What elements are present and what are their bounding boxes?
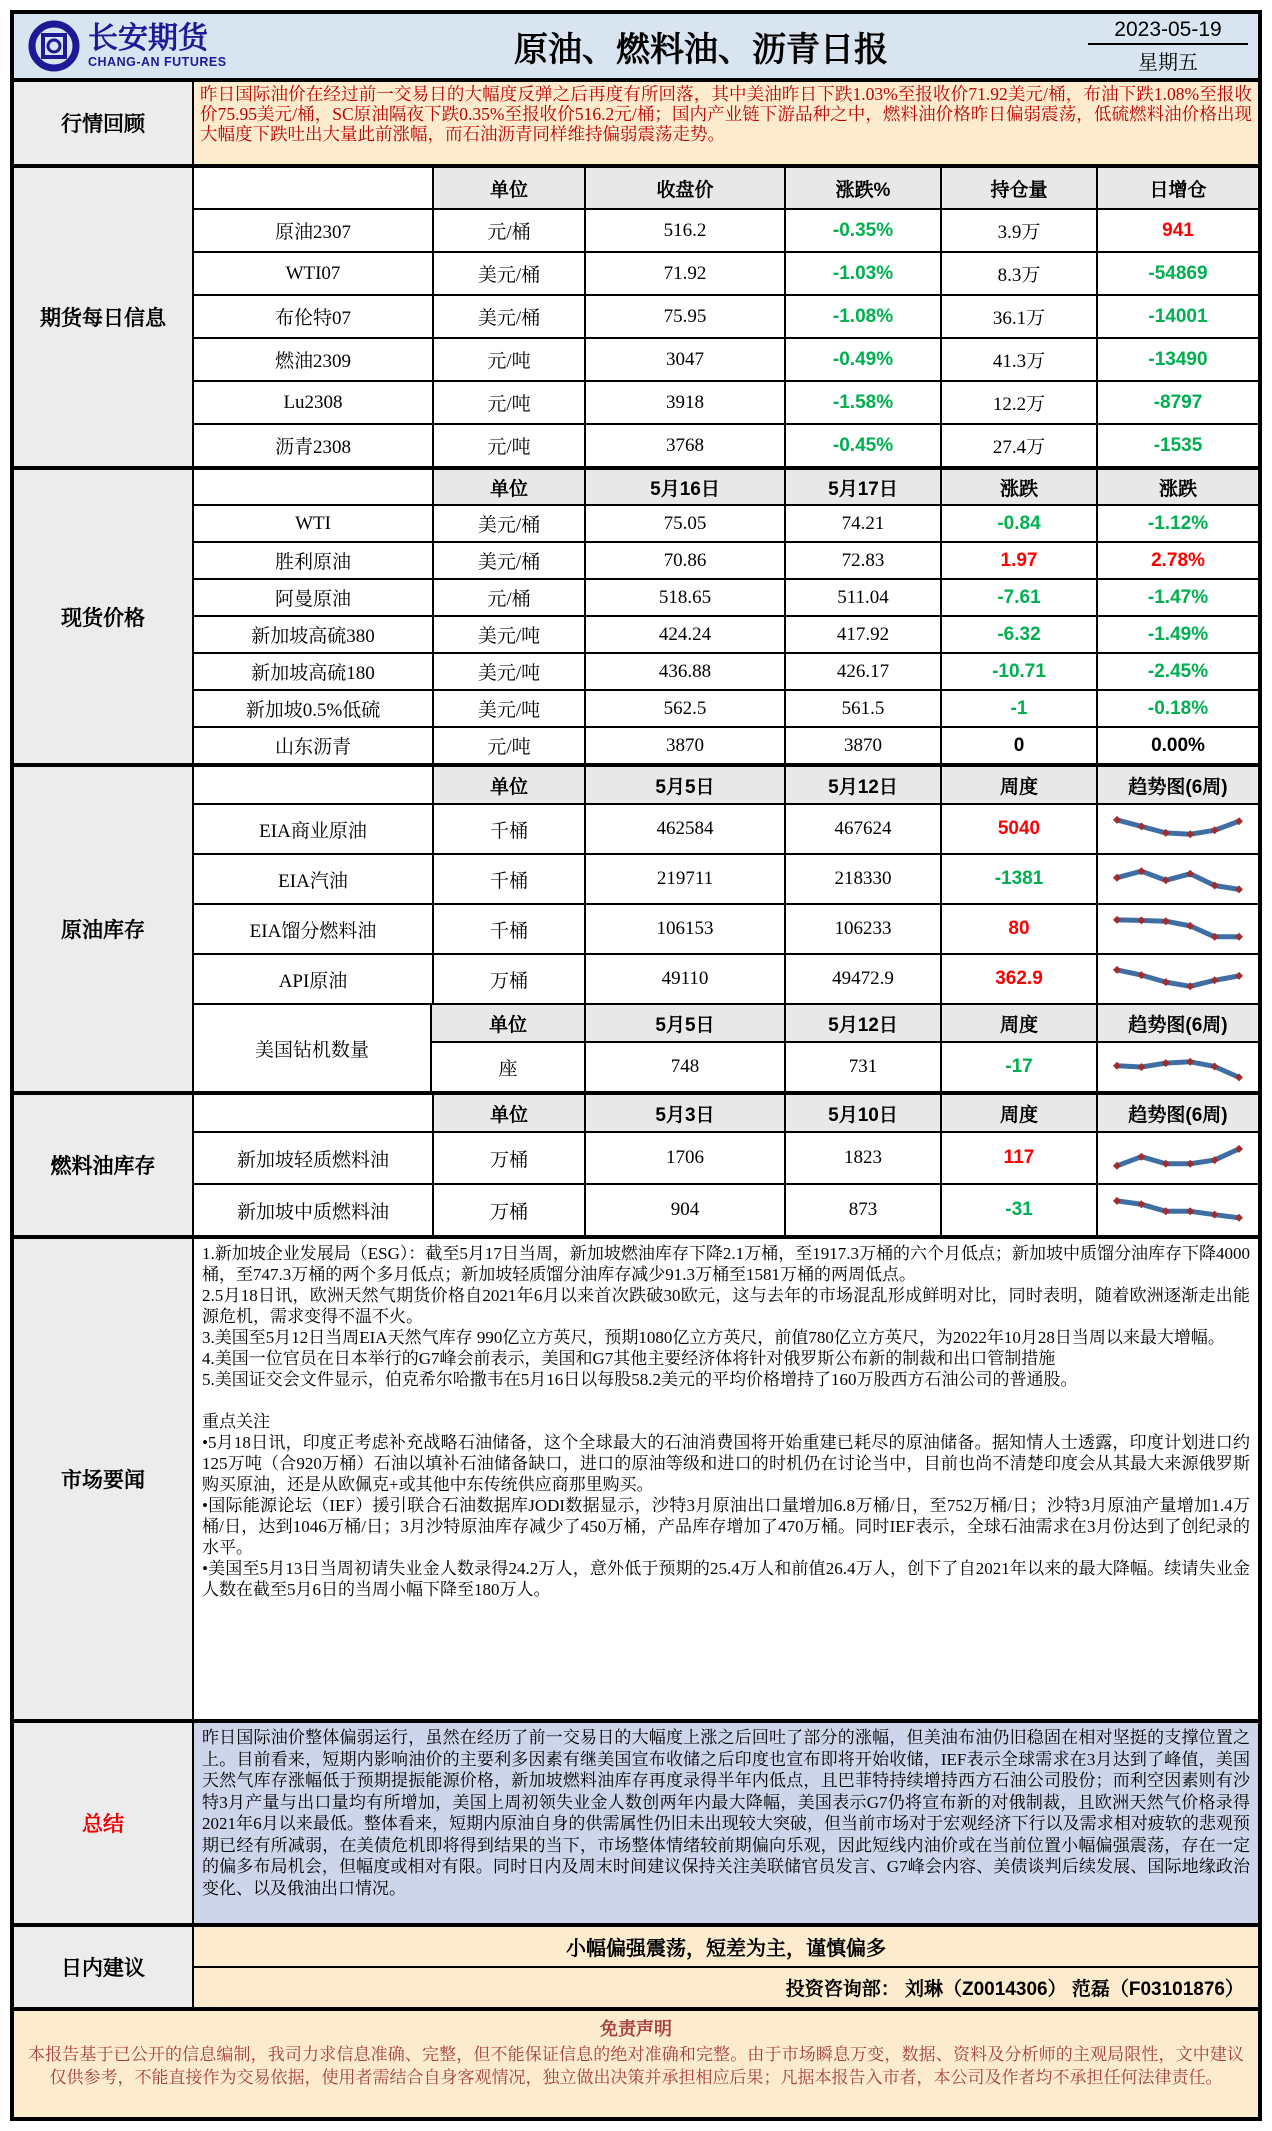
header-unit: 单位	[432, 767, 584, 803]
unit-value: 美元/吨	[432, 654, 584, 689]
fuel-header-row	[194, 1095, 1258, 1131]
unit-value: 美元/桶	[432, 253, 584, 294]
section-intraday-advice	[14, 1923, 1258, 2007]
company-name-cn: 长安期货	[88, 21, 208, 55]
report-title: 原油、燃料油、沥青日报	[514, 30, 888, 69]
date1-value: 436.88	[584, 654, 784, 689]
date2-value: 74.21	[784, 506, 940, 541]
open-interest-value: 12.2万	[940, 382, 1096, 423]
header-close: 收盘价	[584, 168, 784, 208]
date2-value: 218330	[784, 855, 940, 903]
open-interest-value: 3.9万	[940, 210, 1096, 251]
focus-paragraph: •国际能源论坛（IEF）援引联合石油数据库JODI数据显示，沙特3月原油出口量增加6.8万桶/日，至752万桶/日；沙特3月原油产量增加1.4万桶/日，达到1046万桶/日；3月沙特原油库存减少了450万桶，产品库存增加了470万桶。同时IEF表示，全球石油需求在3月份达到了创纪录的水平。	[202, 1496, 1250, 1557]
header-unit: 单位	[432, 168, 584, 208]
section-disclaimer	[14, 2007, 1258, 2117]
change-pct-value: -2.45%	[1096, 654, 1258, 689]
date2-value: 467624	[784, 805, 940, 853]
trend-sparkline	[1096, 805, 1258, 853]
section-market-news	[14, 1235, 1258, 1719]
spot-row	[194, 726, 1258, 763]
weekly-change-value: -17	[940, 1043, 1096, 1091]
date1-value: 3870	[584, 728, 784, 763]
date1-value: 562.5	[584, 691, 784, 726]
spot-row	[194, 578, 1258, 615]
section-label-review: 行情回顾	[14, 82, 194, 164]
change-pct-value: -1.49%	[1096, 617, 1258, 652]
change-value: -10.71	[940, 654, 1096, 689]
unit-value: 万桶	[432, 1185, 584, 1235]
close-value: 516.2	[584, 210, 784, 251]
date1-value: 1706	[584, 1133, 784, 1183]
instrument-name: Lu2308	[283, 391, 343, 413]
date2-value: 426.17	[784, 654, 940, 689]
report-date-block	[1088, 18, 1258, 75]
section-label-advice: 日内建议	[14, 1927, 194, 2007]
trend-sparkline	[1096, 905, 1258, 953]
header-trend: 趋势图(6周)	[1096, 1095, 1258, 1131]
header-change-pct: 涨跌	[1096, 470, 1258, 504]
unit-value: 万桶	[432, 955, 584, 1003]
futures-row	[194, 380, 1258, 423]
rig-count-block	[194, 1003, 1258, 1091]
trend-sparkline	[1096, 1043, 1258, 1091]
section-market-review	[14, 78, 1258, 164]
weekly-change-value: 117	[940, 1133, 1096, 1183]
change-value: -7.61	[940, 580, 1096, 615]
news-paragraph: 1.新加坡企业发展局（ESG）：截至5月17日当周，新加坡燃油库存下降2.1万桶，至1917.3万桶的六个月低点；新加坡中质馏分油库存下降4000桶，至747.3万桶的两个多月低点；新加坡轻质馏分油库存减少91.3万桶至1581万桶的两周低点。	[202, 1244, 1250, 1284]
rig-count-name: 美国钻机数量	[194, 1005, 432, 1091]
news-paragraph: 2.5月18日讯，欧洲天然气期货价格自2021年6月以来首次跌破30欧元，这与去年的市场混乱形成鲜明对比，同时表明，随着欧洲逐渐走出能源危机，需求变得不温不火。	[202, 1286, 1250, 1326]
trend-sparkline	[1096, 1185, 1258, 1235]
trend-sparkline	[1096, 955, 1258, 1003]
section-label-summary: 总结	[14, 1723, 194, 1923]
header-unit: 单位	[432, 470, 584, 504]
header-change: 涨跌	[940, 470, 1096, 504]
series-name: EIA汽油	[278, 870, 348, 892]
header-weekly: 周度	[940, 1005, 1096, 1041]
product-name: 山东沥青	[274, 737, 351, 758]
weekly-change-value: 80	[940, 905, 1096, 953]
focus-paragraph: •美国至5月13日当周初请失业金人数录得24.2万人，意外低于预期的25.4万人和前值26.4万人，创下了自2021年以来的最大降幅。续请失业金人数在截至5月6日的当周小幅下降至180万人。	[202, 1559, 1250, 1599]
oi-change-value: -54869	[1096, 253, 1258, 294]
product-name: 新加坡0.5%低硫	[245, 700, 381, 721]
date2-value: 106233	[784, 905, 940, 953]
unit-value: 元/吨	[432, 339, 584, 380]
date1-value: 219711	[584, 855, 784, 903]
futures-table	[194, 168, 1258, 466]
series-name: EIA商业原油	[259, 820, 367, 842]
inventory-row	[194, 1183, 1258, 1235]
section-futures-daily	[14, 164, 1258, 466]
header-weekly: 周度	[940, 767, 1096, 803]
date2-value: 49472.9	[784, 955, 940, 1003]
futures-rows	[194, 208, 1258, 466]
focus-title: 重点关注	[202, 1412, 270, 1431]
changan-coin-emblem-icon	[28, 20, 80, 72]
change-value: -1	[940, 691, 1096, 726]
weekly-change-value: 5040	[940, 805, 1096, 853]
spot-row	[194, 615, 1258, 652]
change-pct-value: -1.47%	[1096, 580, 1258, 615]
weekly-change-value: -31	[940, 1185, 1096, 1235]
spot-row	[194, 504, 1258, 541]
header-date1: 5月5日	[584, 767, 784, 803]
summary-text: 昨日国际油价整体偏弱运行，虽然在经历了前一交易日的大幅度上涨之后回吐了部分的涨幅，但美油布油仍旧稳固在相对坚挺的支撑位置之上。目前看来，短期内影响油价的主要利多因素有继美国宣布收储之后印度也宣布即将开始收储，IEF表示全球需求在3月达到了峰值，美国天然气库存涨幅低于预期提振能源价格，新加坡燃料油库存再度录得半年内低点，且巴菲特持续增持西方石油公司股份；而利空因素则有沙特3月产量与出口量均有所增加，美国上周初领失业金人数创两年内最大降幅，美国表示G7仍将宣布新的对俄制裁，且欧洲天然气价格录得2021年6月以来最低。整体看来，短期内原油自身的供需属性仍旧未出现较大突破，但当前市场对于宏观经济下行以及需求相对疲软的悲观预期已经有所减弱，在美债危机即将得到结果的当下，市场整体情绪较前期偏向乐观，因此短线内油价或在当前位置小幅偏强震荡，存在一定的偏多布局机会，但幅度或相对有限。同时日内及周末时间建议保持关注美联储官员发言、G7峰会内容、美债谈判后续发展、国际地缘政治变化、以及俄油出口情况。	[194, 1723, 1258, 1923]
date1-value: 106153	[584, 905, 784, 953]
unit-value: 美元/桶	[432, 506, 584, 541]
header-weekly: 周度	[940, 1095, 1096, 1131]
spot-rows	[194, 504, 1258, 763]
header-unit: 单位	[432, 1005, 584, 1041]
news-paragraph: 4.美国一位官员在日本举行的G7峰会前表示，美国和G7其他主要经济体将针对俄罗斯公布新的制裁和出口管制措施	[202, 1349, 1056, 1368]
date2-value: 511.04	[784, 580, 940, 615]
fuel-inventory-table	[194, 1095, 1258, 1235]
close-value: 75.95	[584, 296, 784, 337]
instrument-name: WTI07	[285, 262, 341, 284]
close-value: 3047	[584, 339, 784, 380]
report-weekday: 星期五	[1138, 51, 1198, 74]
header-unit: 单位	[432, 1095, 584, 1131]
close-value: 71.92	[584, 253, 784, 294]
rig-data-row	[432, 1041, 1258, 1091]
spot-row	[194, 652, 1258, 689]
crude-header-row	[194, 767, 1258, 803]
unit-value: 元/吨	[432, 728, 584, 763]
section-label-futures: 期货每日信息	[14, 168, 194, 466]
date2-value: 873	[784, 1185, 940, 1235]
date1-value: 462584	[584, 805, 784, 853]
market-news-body	[194, 1239, 1258, 1719]
series-name: EIA馏分燃料油	[249, 920, 377, 942]
date2-value: 561.5	[784, 691, 940, 726]
series-name: 新加坡中质燃料油	[236, 1201, 389, 1223]
section-label-crude-inventory: 原油库存	[14, 767, 194, 1091]
company-logo	[14, 20, 314, 72]
header-date2: 5月10日	[784, 1095, 940, 1131]
disclaimer-text: 本报告基于已公开的信息编制，我司力求信息准确、完整，但不能保证信息的绝对准确和完整。由于市场瞬息万变，数据、资料及分析师的主观局限性，文中建议仅供参考，不能直接作为交易依据，使用者需结合自身客观情况，独立做出决策并承担相应后果；凡据本报告入市者，本公司及作者均不承担任何法律责任。	[28, 2045, 1244, 2087]
news-paragraph: 5.美国证交会文件显示，伯克希尔哈撒韦在5月16日以每股58.2美元的平均价格增持了160万股西方石油公司的普通股。	[202, 1370, 1078, 1389]
advice-authors: 投资咨询部： 刘琳（Z0014306） 范磊（F03101876）	[194, 1966, 1258, 2007]
focus-paragraph: •5月18日讯，印度正考虑补充战略石油储备，这个全球最大的石油消费国将开始重建已耗尽的原油储备。据知情人士透露，印度计划进口约125万吨（合920万桶）石油以填补石油储备缺口，进口的原油等级和进口的时机仍在讨论当中，目前也尚不清楚印度会从其最大来源俄罗斯购买原油，还是从欧佩克+或其他中东传统供应商那里购买。	[202, 1433, 1250, 1494]
header-date2: 5月12日	[784, 767, 940, 803]
close-value: 3768	[584, 425, 784, 466]
header-blank	[194, 168, 432, 208]
date2-value: 731	[784, 1043, 940, 1091]
header-blank	[194, 470, 432, 504]
unit-value: 万桶	[432, 1133, 584, 1183]
date2-value: 417.92	[784, 617, 940, 652]
oi-change-value: -13490	[1096, 339, 1258, 380]
close-value: 3918	[584, 382, 784, 423]
spot-table	[194, 470, 1258, 763]
date2-value: 3870	[784, 728, 940, 763]
date1-value: 904	[584, 1185, 784, 1235]
product-name: 新加坡高硫380	[251, 626, 375, 647]
instrument-name: 原油2307	[274, 222, 351, 243]
unit-value: 美元/吨	[432, 691, 584, 726]
product-name: 胜利原油	[274, 552, 351, 573]
disclaimer-title: 免责声明	[600, 2019, 672, 2039]
spot-row	[194, 541, 1258, 578]
change-pct-value: -0.35%	[784, 210, 940, 251]
unit-value: 美元/桶	[432, 543, 584, 578]
inventory-row	[194, 1131, 1258, 1183]
spot-row	[194, 689, 1258, 726]
futures-header-row	[194, 168, 1258, 208]
unit-value: 元/桶	[432, 580, 584, 615]
futures-row	[194, 294, 1258, 337]
product-name: 阿曼原油	[274, 589, 351, 610]
product-name: WTI	[295, 512, 331, 534]
date1-value: 518.65	[584, 580, 784, 615]
futures-row	[194, 208, 1258, 251]
section-crude-inventory	[14, 763, 1258, 1091]
market-review-text: 昨日国际油价在经过前一交易日的大幅度反弹之后再度有所回落，其中美油昨日下跌1.03%至报收价71.92美元/桶，布油下跌1.08%至报收价75.95美元/桶，SC原油隔夜下跌0.35%至报收价516.2元/桶；国内产业链下游品种之中，燃料油价格昨日偏弱震荡，低硫燃料油价格出现大幅度下跌吐出大量此前涨幅，而石油沥青同样维持偏弱震荡走势。	[194, 82, 1258, 164]
change-value: -0.84	[940, 506, 1096, 541]
open-interest-value: 36.1万	[940, 296, 1096, 337]
date1-value: 424.24	[584, 617, 784, 652]
news-paragraph: 3.美国至5月12日当周EIA天然气库存 990亿立方英尺，预期1080亿立方英尺，前值780亿立方英尺，为2022年10月28日当周以来最大增幅。	[202, 1328, 1225, 1347]
unit-value: 座	[498, 1058, 518, 1080]
unit-value: 元/吨	[432, 382, 584, 423]
header-blank	[194, 767, 432, 803]
series-name: 新加坡轻质燃料油	[236, 1149, 389, 1171]
trend-sparkline	[1096, 1133, 1258, 1183]
rig-count-right	[432, 1005, 1258, 1091]
report-date: 2023-05-19	[1088, 18, 1248, 45]
oi-change-value: 941	[1096, 210, 1258, 251]
unit-value: 千桶	[432, 855, 584, 903]
change-pct-value: 0.00%	[1096, 728, 1258, 763]
focus-paragraphs	[202, 1432, 1250, 1600]
unit-value: 美元/桶	[432, 296, 584, 337]
fuel-rows	[194, 1131, 1258, 1235]
futures-row	[194, 337, 1258, 380]
rig-header-row	[432, 1005, 1258, 1041]
change-value: 0	[940, 728, 1096, 763]
date1-value: 70.86	[584, 543, 784, 578]
change-pct-value: -1.12%	[1096, 506, 1258, 541]
section-spot-prices	[14, 466, 1258, 763]
open-interest-value: 41.3万	[940, 339, 1096, 380]
unit-value: 元/桶	[432, 210, 584, 251]
date1-value: 49110	[584, 955, 784, 1003]
unit-value: 美元/吨	[432, 617, 584, 652]
change-value: 1.97	[940, 543, 1096, 578]
section-label-fuel-inventory: 燃料油库存	[14, 1095, 194, 1235]
advice-suggestion: 小幅偏强震荡，短差为主，谨慎偏多	[566, 1938, 886, 1960]
header-date1: 5月5日	[584, 1005, 784, 1041]
header-date1: 5月3日	[584, 1095, 784, 1131]
instrument-name: 沥青2308	[274, 437, 351, 458]
oi-change-value: -1535	[1096, 425, 1258, 466]
header-date1: 5月16日	[584, 470, 784, 504]
product-name: 新加坡高硫180	[251, 663, 375, 684]
report-header	[14, 14, 1258, 78]
section-fuel-inventory	[14, 1091, 1258, 1235]
instrument-name: 燃油2309	[274, 351, 351, 372]
weekly-change-value: 362.9	[940, 955, 1096, 1003]
unit-value: 千桶	[432, 805, 584, 853]
header-date2: 5月17日	[784, 470, 940, 504]
section-summary	[14, 1719, 1258, 1923]
change-pct-value: 2.78%	[1096, 543, 1258, 578]
crude-rows	[194, 803, 1258, 1003]
oi-change-value: -14001	[1096, 296, 1258, 337]
header-change-pct: 涨跌%	[784, 168, 940, 208]
date2-value: 72.83	[784, 543, 940, 578]
section-label-spot: 现货价格	[14, 470, 194, 763]
change-pct-value: -0.45%	[784, 425, 940, 466]
inventory-row	[194, 803, 1258, 853]
header-open-interest: 持仓量	[940, 168, 1096, 208]
date2-value: 1823	[784, 1133, 940, 1183]
company-name-block	[88, 21, 227, 69]
change-pct-value: -0.18%	[1096, 691, 1258, 726]
inventory-row	[194, 903, 1258, 953]
spot-header-row	[194, 470, 1258, 504]
futures-row	[194, 251, 1258, 294]
futures-row	[194, 423, 1258, 466]
header-blank	[194, 1095, 432, 1131]
date1-value: 75.05	[584, 506, 784, 541]
series-name: API原油	[278, 970, 348, 992]
unit-value: 元/吨	[432, 425, 584, 466]
unit-value: 千桶	[432, 905, 584, 953]
header-trend: 趋势图(6周)	[1096, 767, 1258, 803]
trend-sparkline	[1096, 855, 1258, 903]
crude-inventory-table	[194, 767, 1258, 1091]
change-pct-value: -0.49%	[784, 339, 940, 380]
advice-body	[194, 1927, 1258, 2007]
change-pct-value: -1.58%	[784, 382, 940, 423]
news-paragraphs	[202, 1243, 1250, 1390]
open-interest-value: 8.3万	[940, 253, 1096, 294]
oi-change-value: -8797	[1096, 382, 1258, 423]
report-frame	[10, 10, 1262, 2121]
inventory-row	[194, 953, 1258, 1003]
header-oi-change: 日增仓	[1096, 168, 1258, 208]
change-pct-value: -1.03%	[784, 253, 940, 294]
date1-value: 748	[584, 1043, 784, 1091]
inventory-row	[194, 853, 1258, 903]
open-interest-value: 27.4万	[940, 425, 1096, 466]
header-date2: 5月12日	[784, 1005, 940, 1041]
header-trend: 趋势图(6周)	[1096, 1005, 1258, 1041]
change-pct-value: -1.08%	[784, 296, 940, 337]
company-name-en: CHANG-AN FUTURES	[88, 54, 227, 69]
weekly-change-value: -1381	[940, 855, 1096, 903]
section-label-news: 市场要闻	[14, 1239, 194, 1719]
instrument-name: 布伦特07	[274, 308, 351, 329]
change-value: -6.32	[940, 617, 1096, 652]
